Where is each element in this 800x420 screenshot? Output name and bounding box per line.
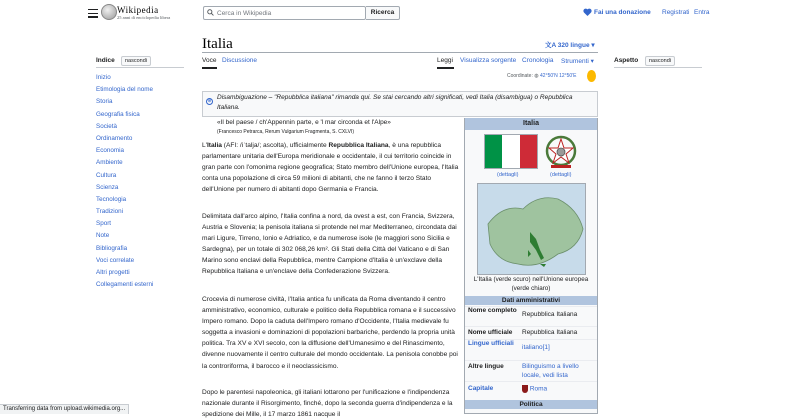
login-link[interactable]: Entra [694, 9, 710, 16]
rome-coat-of-arms-icon [522, 385, 528, 393]
paragraph-risorgimento: Dopo le parentesi napoleonica, gli italiani lottarono per l'unificazione e l'indipendenza nazionale durante il Risorgimento, finché, dopo la seconda guerra d'indipendenza e la spedizione dei Mille, il 17 marzo 1861 nacque il [202, 389, 453, 419]
browser-status-bar: Transferring data from upload.wikimedia.org... [0, 404, 129, 414]
toc-item-inizio[interactable]: Inizio [96, 74, 111, 81]
toc-item[interactable]: Società [96, 122, 118, 130]
toc-item[interactable]: Collegamenti esterni [96, 281, 154, 289]
flag-of-italy[interactable] [484, 134, 538, 169]
toc-item[interactable]: Note [96, 232, 110, 240]
toc-item[interactable]: Tecnologia [96, 195, 127, 203]
toc-item[interactable]: Ordinamento [96, 134, 133, 142]
title-divider [202, 52, 598, 53]
paragraph-intro: L'Italia (AFI: /iˈtalja/; ascolta), ufficialmente Repubblica Italiana, è una repubblica parlamentare unitaria dell'Europa meridionale e occidentale, il cui territorio coincide in gran parte con l'omonima regione geografica; Stato membro dell'Unione europea, l'Italia conta una popolazione di circa 59 milioni di abitanti, che ne fanno il terzo Stato dell'Unione per numero di abitanti dopo Germania e Francia. [202, 142, 459, 194]
tab-leggi[interactable]: Leggi [437, 57, 453, 64]
toc-item[interactable]: Ambiente [96, 159, 123, 167]
protection-lock-icon[interactable] [587, 70, 596, 82]
toc-item[interactable]: Sport [96, 220, 112, 228]
menu-icon[interactable] [88, 9, 98, 18]
flag-details-link[interactable]: (dettagli) [497, 172, 519, 178]
europe-locator-map[interactable] [477, 183, 586, 275]
tab-discussione[interactable]: Discussione [222, 57, 258, 64]
toc-item[interactable]: Scienza [96, 183, 119, 191]
infobox-row: Lingue ufficiali italiano[1] [465, 339, 597, 359]
epigraph-source: (Francesco Petrarca, Rerum Vulgarium Fragmenta, S. CXLVI) [217, 129, 354, 135]
tab-voce[interactable]: Voce [202, 57, 217, 64]
appearance-divider [614, 67, 702, 68]
donate-link[interactable]: Fai una donazione [594, 9, 651, 16]
infobox-section-politics: Politica [465, 400, 597, 409]
emblem-of-italy[interactable] [545, 133, 577, 170]
tab-voce-underline [202, 67, 217, 69]
search-icon [207, 9, 214, 16]
search-input[interactable] [217, 6, 365, 20]
toc-item[interactable]: Cultura [96, 171, 117, 179]
tab-strumenti[interactable]: Strumenti ▾ [561, 58, 594, 65]
toc-item[interactable]: Geografia fisica [96, 110, 140, 118]
toc-list [96, 72, 153, 291]
globe-icon: ◍ [534, 73, 539, 79]
toc-item[interactable]: Etimologia del nome [96, 86, 154, 94]
toc-hide-button[interactable]: nascondi [121, 56, 151, 66]
infobox-row: Altre lingue Bilinguismo a livello locale, vedi lista [465, 360, 597, 380]
infobox-section-admin: Dati amministrativi [465, 296, 597, 305]
appearance-title: Aspetto [614, 57, 639, 64]
toc-divider [96, 67, 184, 68]
toc-item[interactable]: Bibliografia [96, 244, 128, 252]
page-title: Italia [202, 36, 233, 52]
appearance-hide-button[interactable]: nascondi [645, 56, 675, 66]
emblem-details-link[interactable]: (dettagli) [550, 172, 572, 178]
logo-tagline: 25 anni di enciclopedia libera [117, 15, 171, 20]
languages-button[interactable]: 文A 320 lingue ▾ [545, 42, 595, 49]
toc-item[interactable]: Voci correlate [96, 256, 135, 264]
disambiguation-text: Disambiguazione – "Repubblica italiana" rimanda qui. Se stai cercando altri significati, vedi Italia (disambigua) o Repubblica Italiana. [217, 94, 573, 111]
toc-item[interactable]: Altri progetti [96, 269, 130, 276]
register-link[interactable]: Registrati [662, 9, 690, 16]
paragraph-geography: Delimitata dall'arco alpino, l'Italia confina a nord, da ovest a est, con Francia, Svizzera, Austria e Slovenia; la penisola italiana si protende nel mar Mediterraneo, circondata dai mari Ligure, Tirreno, Ionio e Adriatico, e da numerose isole (le maggiori sono Sicilia e Sardegna), per un totale di 302 068,26 km². Gli Stati della Città del Vaticano e di San Marino sono enclavi della Repubblica, mentre Campione d'Italia è un'exclave della Repubblica Italiana e un'enclave della Confederazione Svizzera. [202, 213, 457, 276]
logo-wordmark[interactable]: Wikipedia [117, 5, 159, 15]
toc-item[interactable]: Economia [96, 147, 125, 155]
epigraph-quote: «Il bel paese / ch'Appennin parte, e 'l mar circonda et l'Alpe» [217, 119, 391, 126]
search-button[interactable]: Ricerca [366, 6, 400, 20]
translate-icon: 文A [545, 42, 558, 49]
toc-item[interactable]: Storia [96, 98, 113, 106]
tab-visualizza-sorgente[interactable]: Visualizza sorgente [460, 57, 517, 64]
disambiguation-icon: ⊕ [207, 98, 212, 104]
coordinates[interactable]: Coordinate: ◍ 42°50′N 12°50′E [507, 73, 577, 79]
infobox-row: Nome ufficiale Repubblica Italiana [465, 326, 597, 338]
infobox-row: Nome completo Repubblica Italiana [465, 306, 597, 325]
toc-item[interactable]: Tradizioni [96, 208, 124, 216]
tab-cronologia[interactable]: Cronologia [522, 57, 554, 64]
tab-leggi-underline [437, 67, 454, 69]
map-caption: L'Italia (verde scuro) nell'Unione europea (verde chiaro) [473, 276, 589, 292]
infobox-row: Capitale Roma [465, 381, 597, 399]
toc-title: Indice [96, 57, 115, 64]
infobox-title: Italia [465, 118, 597, 130]
paragraph-history: Crocevia di numerose civiltà, l'Italia antica fu unificata da Roma diventando il centro amministrativo, economico, culturale e politico della Repubblica romana e il successivo Impero romano. Dopo la caduta dell'Impero romano d'Occidente, l'Italia medievale fu soggetta a invasioni e dominazioni di popolazioni barbariche, perdendo la propria unità politica. Tra XV e XVI secolo, con la diffusione dell'Umanesimo e del Rinascimento, divenne nuovamente il centro culturale del mondo occidentale. La penisola conobbe poi la controriforma, il barocco e il neoclassicismo. [202, 296, 458, 370]
wikipedia-globe-logo[interactable] [101, 4, 117, 20]
heart-icon [583, 8, 592, 16]
